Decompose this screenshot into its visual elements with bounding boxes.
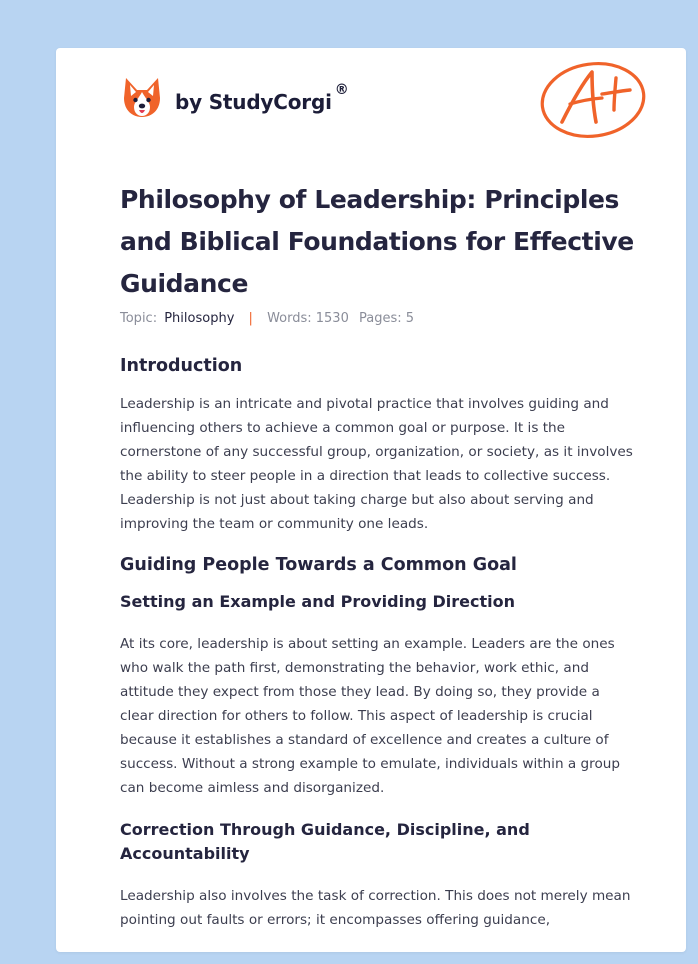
corgi-logo-icon[interactable] [122,76,162,120]
topic-link[interactable]: Philosophy [164,311,235,326]
subheading-setting-example: Setting an Example and Providing Direction [120,592,515,611]
subheading-correction: Correction Through Guidance, Discipline, and Accountability [120,820,530,863]
registered-mark: ® [334,82,349,98]
paragraph-introduction: Leadership is an intricate and pivotal practice that involves guiding and influencing others to achieve a common goal or purpose. It is the cornerstone of any successful group, organization, or society, as it involves the ability to steer people in a direction that leads to collective success. Leadership is not just about taking charge but also about serving and improving the team or community one leads. [120,396,633,532]
page-count: Pages: 5 [359,311,415,326]
document-meta [120,311,414,326]
document-page [56,48,686,952]
section-heading-introduction: Introduction [120,356,243,376]
brand-name[interactable] [175,82,349,114]
section-heading-guiding-people: Guiding People Towards a Common Goal [120,555,517,575]
document-title: Philosophy of Leadership: Principles and Biblical Foundations for Effective Guidance [120,185,634,298]
brand-name-text: by StudyCorgi [175,90,332,114]
word-count: Words: 1530 [267,311,349,326]
grade-a-plus-icon [538,58,650,140]
paragraph-setting-example: At its core, leadership is about setting an example. Leaders are the ones who walk the path first, demonstrating the behavior, work ethic, and attitude they expect from those they lead. By doing so, they provide a clear direction for others to follow. This aspect of leadership is crucial because it establishes a standard of excellence and creates a culture of success. Without a strong example to emulate, individuals within a group can become aimless and disorganized. [120,636,621,796]
document-body [120,353,635,932]
meta-separator: | [248,311,253,326]
topic-label: Topic: [120,311,158,326]
paragraph-correction: Leadership also involves the task of correction. This does not merely mean pointing out faults or errors; it encompasses offering guidance, [120,888,631,928]
